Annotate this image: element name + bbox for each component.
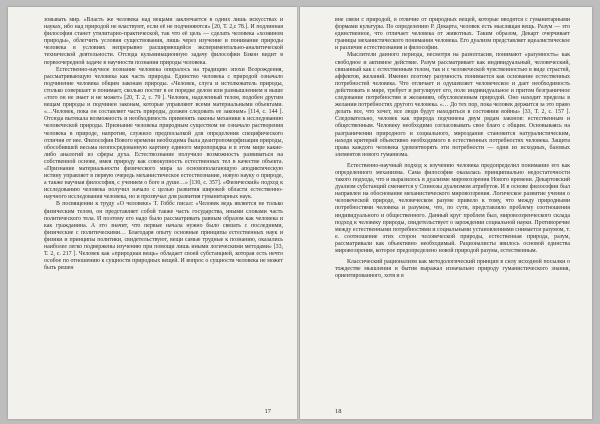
paragraph: Мыслители данного периода, несмотря на разногласия, понимают «разумность» как свободное и активное действие. Разум рассматривает как индивидуальный, человеческий, связанный как с естественным телом, так и с человеческой чувственностью в виде страстей, аффектов, желаний. Именно поэтому разумность понимается как основание естественных потребностей человека. Что отличает и одушевляет человеческое и дает необходимость действовать в мире, требует и регулирует его, поле индивидуальное и притом безграничное следование потребностям и желаниям, обусловленным природой. Оно находит пределы в желании потребностях другого человека. «… До тех пор, пока человек держится за это право делать все, что хочет, все люди будут находиться в состоянии войны» [33, Т. 2, с. 157 ]. Следовательно, человек как природа подчинена двум рядам законов: естественным и общественным. Человеку необходимо согласовывать свое благо с общим. Основываясь на разграничении природного и социального, мироздание становится натуралистическим, находя критерий объективно необходимого в естественных потребностях человека. Защита права каждого человека удовлетворять эти потребности — одни из исходных, базовых элементов нового гуманизма.: [335, 52, 570, 158]
paragraph: Естественно-научное познание человека опиралось на традицию эпохи Возрождения, рассматривающую человека как часть природы. Единство человека с природой означало подчинение человека общим законам природы. «Человек, слуга и истолкователь природы, столько совершает и понимает, сколько постиг в ее порядке делом или размышлением и выше «того он не знает и не может» [20, Т. 2, с. 79 ]. Человек, наделенный телом, подобен другим вещам природы и подчинен законам, которые управляют всеми материальными объектами. «…Человек, пока он составляет часть природы, должен следовать ее законам» [114, с. 144 ]. Отсюда вытекала возможность и необходимость применять законы механики к исследованию человеческой природы. Признание человека природным существом не означало растворения человека в природе, напротив, служило предпосылкой для определения специфического отличия от нее. Философия Нового времени необходима была деантропоморфизация природы, обособившей весьма неопосредованную картину единого миропорядка и в этом мире какие-либо аналогий из сферы духа. Естествознание получило возможность развиваться на собственной основе, имея природу как совокупность естественных тел в качестве объекта. «Признание материальности физического мира за основополагающую аподиктическую истину управляет в первую очередь механистическое естествознание, новую науку о природе, а также научная философия, с учением о боге и душе…» [130, с. 357]. «Физический» подход к исследованию человека получил начало с целью развития широкой области естественно-научного исследования человека, но и прозвучал для развития гуманитарных наук.: [44, 66, 283, 201]
page-number: 18: [335, 408, 342, 415]
right-page-text: [335, 17, 570, 280]
left-page: [8, 7, 297, 419]
paragraph: В посвящении к труду «О человеке» Т. Гоббс писал: «Человек ведь является не только физическим телом, он представляет собой также часть государства, иными словами часть политического тела. И поэтому его надо было рассматривать равным образом как человека и как гражданина. А это значит, что первые начала нужно было связать с последними, физические с политическими… Благодаря опыту основные принципы естественных наук и физики и принципы политики, свидетельствуют, вещи самые трудные к познанию, оказались наиболее легко подвержены изучению при помощи лишь иными логическими методами» [33, Т. 2, с. 217 ]. Человек как «природная вещь» обладает своей субстанцией, которая есть нечто особое по отношению к сущности природных вещей. И вопрос о сущности человека не может быть решен: [44, 201, 283, 272]
paragraph: вне связи с природой, в отличие от природных вещей, которые вводятся с гуманитарными формами культуры. По определению Р. Декарта, человек есть мыслящая вещь. Разум — это единственное, что отличает человека от животных. Таким образом, Декарт очерчивает границы механистического понимания человека. Его дуализм представляет идеалистическое и различие естествознания и философии.: [335, 17, 570, 52]
left-page-text: [44, 17, 283, 272]
paragraph: Естественно-научный подход к изучению человека предопределил понимание его как определенного механизма. Сама философия оказалась принципиально недостаточности такого подхода, что и выразилось в дуализме мировоззрения Нового времени. Декартовский дуализм субстанций сменяется у Спинозы дуализмом атрибутов. И в основе философии был направлен на обоснование механистического мировоззрения. Логическое развитие учения о человеческой природе, человеческом разуме привело к тому, что между природными потребностями человека и разумом, что, по сути, представляло проблему соотношения индивидуального и общественного. Данный круг проблем был, мировоззренческого склада подход к человеку природы, свидетельствует о зарождении социальной науки. Противоречие между естественными потребностями и социальными установлениями снимается разумом, т. е. соотношение этих сторон человеческой природы, естественная природа, разум, рассматривали как объективно необходимый. Рационалисты явилось основой единства мировоззрения, которое предопределено новой природой разума, естественным.: [335, 162, 570, 254]
paragraph: зовывать мир. «Власть же человека над вещами заключается в одних лишь искусствах и науках, ибо над природой не властвуют, если её не подчиняются» [20, Т. 2,с 78.]. И подлинная философия станет утилитарно-практической, так что её цель — сделать человека «хозяином природы», облегчить условия существования, лишь через изучение и понимание природы человека в условиях непрерывно расширяющейся экспериментально-аналитической технической деятельности. Отсюда кульминационную задачу философии Бэкон видит в первоочередной задаче в научности познания природы человека.: [44, 17, 283, 66]
right-page: [300, 7, 592, 419]
paragraph: Классический рационализм как методологический принцип в силу исходной посылки о тождестве мышления и бытия выражал изначально природу гуманистического знания, ориентированного, хотя и в: [335, 259, 570, 280]
page-number: 17: [264, 408, 271, 415]
